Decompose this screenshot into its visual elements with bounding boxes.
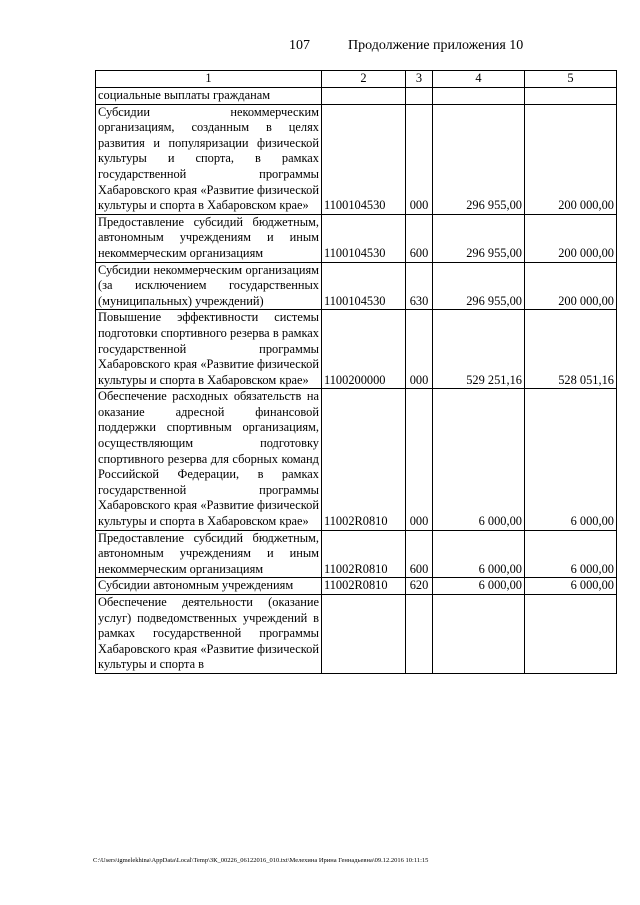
- row-csr-code: 1100104530: [322, 262, 406, 310]
- row-csr-code: 1100104530: [322, 104, 406, 214]
- footer-path: C:\Users\igmelekhina\AppData\Local\Temp\ЗК_00226_06122016_010.txt\Мелехина Ирина Геннадьевна\09.12.2016 10:11:15: [93, 857, 429, 864]
- row-name: Субсидии автономным учреждениям: [96, 578, 322, 595]
- row-vr-code: 600: [406, 530, 433, 578]
- table-row: [96, 595, 617, 674]
- table-row: [96, 578, 617, 595]
- row-csr-code: 11002R0810: [322, 389, 406, 530]
- row-name: социальные выплаты гражданам: [96, 88, 322, 105]
- row-vr-code: [406, 595, 433, 674]
- column-number-row: [96, 71, 617, 88]
- row-sum-col5: [525, 88, 617, 105]
- column-header-4: 4: [433, 71, 525, 88]
- row-sum-col5: 528 051,16: [525, 310, 617, 389]
- table-row: [96, 310, 617, 389]
- row-vr-code: 600: [406, 214, 433, 262]
- table-row: [96, 262, 617, 310]
- column-header-2: 2: [322, 71, 406, 88]
- row-sum-col4: 6 000,00: [433, 389, 525, 530]
- row-name: Обеспечение расходных обязательств на оказание адресной финансовой поддержки спортивным организациям, осуществляющим подготовку спортивного резерва для сборных команд Российской Федерации, в рамках государственной программы Хабаровского края «Развитие физической культуры и спорта в Хабаровском крае»: [96, 389, 322, 530]
- row-name: Субсидии некоммерческим организациям, созданным в целях развития и популяризации физической культуры и спорта, в рамках государственной программы Хабаровского края «Развитие физической культуры и спорта в Хабаровском крае»: [96, 104, 322, 214]
- row-sum-col4: 529 251,16: [433, 310, 525, 389]
- row-vr-code: 620: [406, 578, 433, 595]
- row-sum-col4: [433, 595, 525, 674]
- table-row: [96, 214, 617, 262]
- row-name: Обеспечение деятельности (оказание услуг) подведомственных учреждений в рамках государственной программы Хабаровского края «Развитие физической культуры и спорта в: [96, 595, 322, 674]
- row-csr-code: 11002R0810: [322, 578, 406, 595]
- budget-table: [95, 70, 617, 674]
- row-vr-code: 000: [406, 104, 433, 214]
- row-sum-col4: 296 955,00: [433, 104, 525, 214]
- page-number: 107: [289, 38, 310, 53]
- row-sum-col4: 296 955,00: [433, 262, 525, 310]
- row-sum-col5: 200 000,00: [525, 104, 617, 214]
- column-header-1: 1: [96, 71, 322, 88]
- row-sum-col5: 200 000,00: [525, 262, 617, 310]
- row-csr-code: 1100104530: [322, 214, 406, 262]
- column-header-5: 5: [525, 71, 617, 88]
- table-row: [96, 88, 617, 105]
- row-name: Предоставление субсидий бюджетным, автономным учреждениям и иным некоммерческим организациям: [96, 530, 322, 578]
- row-csr-code: 1100200000: [322, 310, 406, 389]
- row-sum-col4: 296 955,00: [433, 214, 525, 262]
- table-row: [96, 530, 617, 578]
- row-vr-code: 630: [406, 262, 433, 310]
- row-sum-col4: 6 000,00: [433, 530, 525, 578]
- row-name: Субсидии некоммерческим организациям (за исключением государственных (муниципальных) учреждений): [96, 262, 322, 310]
- row-sum-col5: [525, 595, 617, 674]
- row-vr-code: 000: [406, 389, 433, 530]
- appendix-label: Продолжение приложения 10: [348, 38, 524, 53]
- row-name: Предоставление субсидий бюджетным, автономным учреждениям и иным некоммерческим организациям: [96, 214, 322, 262]
- row-sum-col4: [433, 88, 525, 105]
- column-header-3: 3: [406, 71, 433, 88]
- row-csr-code: [322, 595, 406, 674]
- row-vr-code: 000: [406, 310, 433, 389]
- row-csr-code: [322, 88, 406, 105]
- row-name: Повышение эффективности системы подготовки спортивного резерва в рамках государственной программы Хабаровского края «Развитие физической культуры и спорта в Хабаровском крае»: [96, 310, 322, 389]
- row-csr-code: 11002R0810: [322, 530, 406, 578]
- row-sum-col5: 200 000,00: [525, 214, 617, 262]
- row-vr-code: [406, 88, 433, 105]
- row-sum-col5: 6 000,00: [525, 389, 617, 530]
- table-row: [96, 104, 617, 214]
- row-sum-col4: 6 000,00: [433, 578, 525, 595]
- row-sum-col5: 6 000,00: [525, 530, 617, 578]
- row-sum-col5: 6 000,00: [525, 578, 617, 595]
- table-row: [96, 389, 617, 530]
